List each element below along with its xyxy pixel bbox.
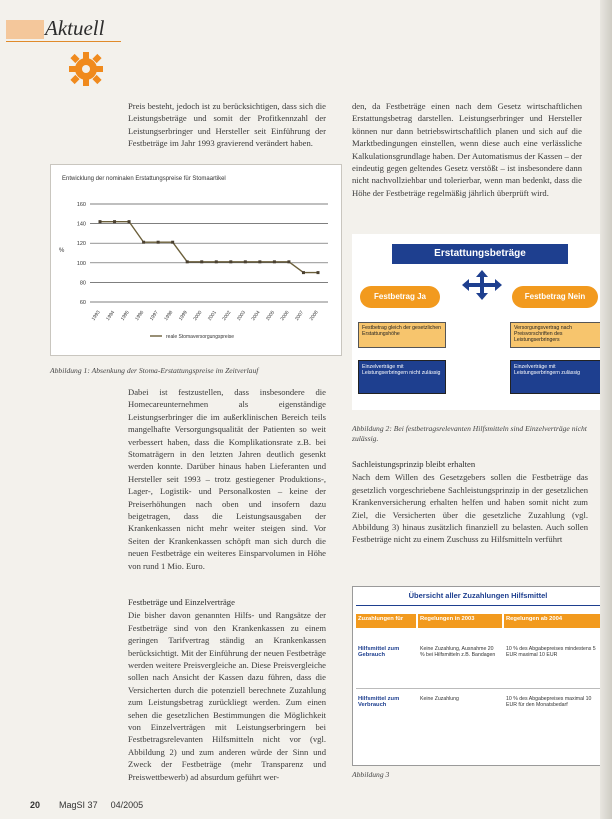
chart-title: Entwicklung der nominalen Erstattungspreise für Stomaartikel (62, 176, 226, 182)
x-tick-label: 2008 (309, 310, 320, 322)
data-point (99, 220, 102, 223)
x-tick-label: 1997 (149, 310, 160, 322)
data-point (171, 241, 174, 244)
section-heading-sachleistung: Sachleistungsprinzip bleibt erhalten (352, 459, 476, 469)
figure1-caption: Abbildung 1: Absenkung der Stoma-Erstattungspreise im Zeitverlauf (50, 366, 259, 375)
x-tick-label: 2003 (236, 310, 247, 322)
table3-header-2: Regelungen in 2003 (418, 614, 502, 628)
table3-panel (352, 586, 606, 766)
issue-date: 04/2005 (110, 800, 144, 810)
series-line (100, 222, 318, 273)
section-heading-festbetraege: Festbeträge und Einzelverträge (128, 597, 235, 607)
data-point (215, 260, 218, 263)
gear-icon (66, 50, 106, 88)
diagram2-right-box1: Versorgungsvertrag nach Preisvorschriften des Leistungserbringers (510, 322, 602, 348)
table3-header-1: Zuzahlungen für (356, 614, 416, 628)
data-point (317, 271, 320, 274)
page-gutter (600, 0, 612, 819)
y-tick-label: 100 (76, 260, 86, 267)
right-mid-section (352, 458, 588, 546)
figure2-caption: Abbildung 2: Bei festbetragsrelevanten Hilfsmitteln sind Einzelverträge nicht zulässig. (352, 424, 587, 443)
table3-row1-col3: 10 % des Abgabepreises mindestens 5 EUR maximal 10 EUR (506, 646, 596, 659)
y-tick-label: 120 (76, 241, 86, 248)
table3-row1-col2: Keine Zuzahlung, Ausnahme 20 % bei Hilfsmitteln z.B. Bandagen (420, 646, 496, 659)
x-tick-label: 1994 (105, 310, 117, 322)
x-tick-label: 2007 (294, 310, 306, 322)
header-bar-accent (6, 20, 44, 39)
x-tick-label: 1999 (178, 310, 189, 322)
left-column-text-bottom: Die bisher davon genannten Hilfs- und Rangsätze der Festbeträge sind von den Krankenkassen zu einem geringen Tarifvertrag ständig an Krankenkassen berücksichtigt. Mit der Einführung der neuen Festbeträge werden weitere Preisvergleiche an. Diese Preisvergleiche sollen nach Ansicht der Kassen dazu führen, dass die Versicherten durch die potenziell berechnete Zuzahlung zum Leistungsbetrag zurückliegt werden. Zum einen sehen die gesetzlichen Bestimmungen die Möglichkeit von Einzelverträgen mit Leistungserbringern bei Festbetragsrelevanten Hilfsmitteln nicht vor (vgl. Abbildung 2) und zum anderen würde der Sinn und Zweck der Festbeträge (mehr Transparenz und Preiswettbewerb) ad absurdum geführt wer- (128, 610, 326, 782)
table3-title: Übersicht aller Zuzahlungen Hilfsmittel (408, 591, 548, 600)
table3-row2-col3: 10 % des Abgabepreises maximal 10 EUR für den Monatsbedarf (506, 696, 592, 709)
x-tick-label: 1995 (120, 310, 131, 322)
data-point (273, 260, 276, 263)
left-column-text-mid: Dabei ist festzustellen, dass insbesondere die Homecareunternehmen als eigenständige Leistungserbringer die im außerklinischen Bereich teils mangelhafte Versorgungsqualität der Patienten so weit verbessert haben, dass die Komplikationsrate z.B. bei Stomaträgern in den letzten Jahren deutlich gesenkt werden konnte. Darüber hinaus haben Lieferanten und Hersteller seit 1993 – trotz gestiegener Produktions-, Lager-, Logistik- und Personalkosten – keine der Preiserhöhungen nach oben und insofern dazu beigetragen, dass die Leistungsausgaben der Krankenkassen nicht mehr weiter steigen sind. Vor Seiten der Krankenkassen schöpft man sich durch die neuen Festbeträge ein weiteres Einsparvolumen in Höhe von rund 1 Mio. Euro. (128, 387, 326, 571)
table3-row-divider (356, 688, 600, 689)
data-point (157, 241, 160, 244)
magazine-name: MagSI 37 (59, 800, 98, 810)
four-way-arrow-icon (462, 270, 502, 300)
data-point (113, 220, 116, 223)
line-chart (50, 164, 340, 354)
diagram2-left-label: Festbetrag Ja (360, 286, 440, 308)
section-title: Aktuell (45, 16, 105, 40)
data-point (244, 260, 247, 263)
y-tick-label: 80 (79, 280, 86, 287)
diagram2-left-box2: Einzelverträge mit Leistungserbringern nicht zulässig (358, 360, 446, 394)
left-bottom-section (128, 596, 326, 783)
x-tick-label: 2000 (193, 310, 204, 322)
diagram2-right-label: Festbetrag Nein (512, 286, 598, 308)
data-point (287, 260, 290, 263)
x-tick-label: 1993 (91, 310, 102, 322)
right-column-text-mid: Nach dem Willen des Gesetzgebers sollen die Festbeträge das gesetzlich vorgeschriebene Sachleistungsprinzip in der gesetzlichen Krankenversicherung erhalten helfen und haben somit nicht zum Ziel, die Versicherten über die gesetzliche Zuzahlung (vgl. Abbildung 3) hinaus zusätzlich finanziell zu belasten. Auch sollen Festbeträge nicht zu einem Zuschuss zu Hilfsmitteln verführt (352, 472, 588, 545)
table3-row1-col1: Hilfsmittel zum Gebrauch (358, 646, 400, 659)
table3-title-rule (356, 605, 600, 606)
data-point (186, 260, 189, 263)
data-point (229, 260, 232, 263)
page-number: 20 (30, 800, 41, 810)
x-tick-label: 2006 (280, 310, 291, 322)
y-tick-label: 60 (79, 300, 86, 306)
table3-row2-col2: Keine Zuzahlung (420, 696, 459, 702)
chart-ylabel: % (59, 248, 65, 254)
data-point (258, 260, 261, 263)
data-point (142, 241, 145, 244)
y-tick-label: 140 (76, 221, 86, 228)
x-tick-label: 2002 (222, 310, 233, 322)
x-tick-label: 1996 (135, 310, 146, 322)
data-point (302, 271, 305, 274)
footer (30, 800, 143, 810)
data-point (128, 220, 131, 223)
diagram2-left-box1: Festbetrag gleich der gesetzlichen Erstattungshöhe (358, 322, 446, 348)
diagram2-right-box2: Einzelverträge mit Leistungserbringern zulässig (510, 360, 602, 394)
table3-header-3: Regelungen ab 2004 (504, 614, 600, 628)
y-tick-label: 160 (76, 202, 86, 208)
data-point (200, 260, 203, 263)
x-tick-label: 2005 (265, 310, 277, 322)
x-tick-label: 2001 (207, 310, 218, 322)
x-tick-label: 1998 (164, 310, 175, 322)
figure3-caption: Abbildung 3 (352, 770, 390, 779)
table3-row2-col1: Hilfsmittel zum Verbrauch (358, 696, 400, 709)
right-column-text-top: den, da Festbeträge einen nach dem Gesetz wirtschaftlichen Erstattungsbetrag darstellen. Leistungserbringer und Hersteller können nur dann betriebswirtschaftlich planen und sich auf die Marktbedingungen einstellen, wenn diese auch eine verlässliche Kalkulationsgrundlage haben. Der Automatismus der Kassen – der eindeutig gegen geltendes Gesetz verstößt – ist insbesondere dann nicht nachvollziehbar und tolerierbar, wenn man bedenkt, dass die Höhe der Festbeträge regelmäßig jährlich überprüft wird. (352, 101, 582, 198)
diagram2-title: Erstattungsbeträge (392, 244, 568, 264)
legend-label: reale Stomaversorgungspreise (166, 334, 235, 340)
x-tick-label: 2004 (251, 310, 262, 322)
left-column-text-top: Preis besteht, jedoch ist zu berücksichtigen, dass sich die Leistungsbeträge und somit der Profitkennzahl der Leistungserbringer und Hersteller seit Einführung der Festbeträge im Jahr 1993 gravierend verändert haben. (128, 101, 326, 149)
